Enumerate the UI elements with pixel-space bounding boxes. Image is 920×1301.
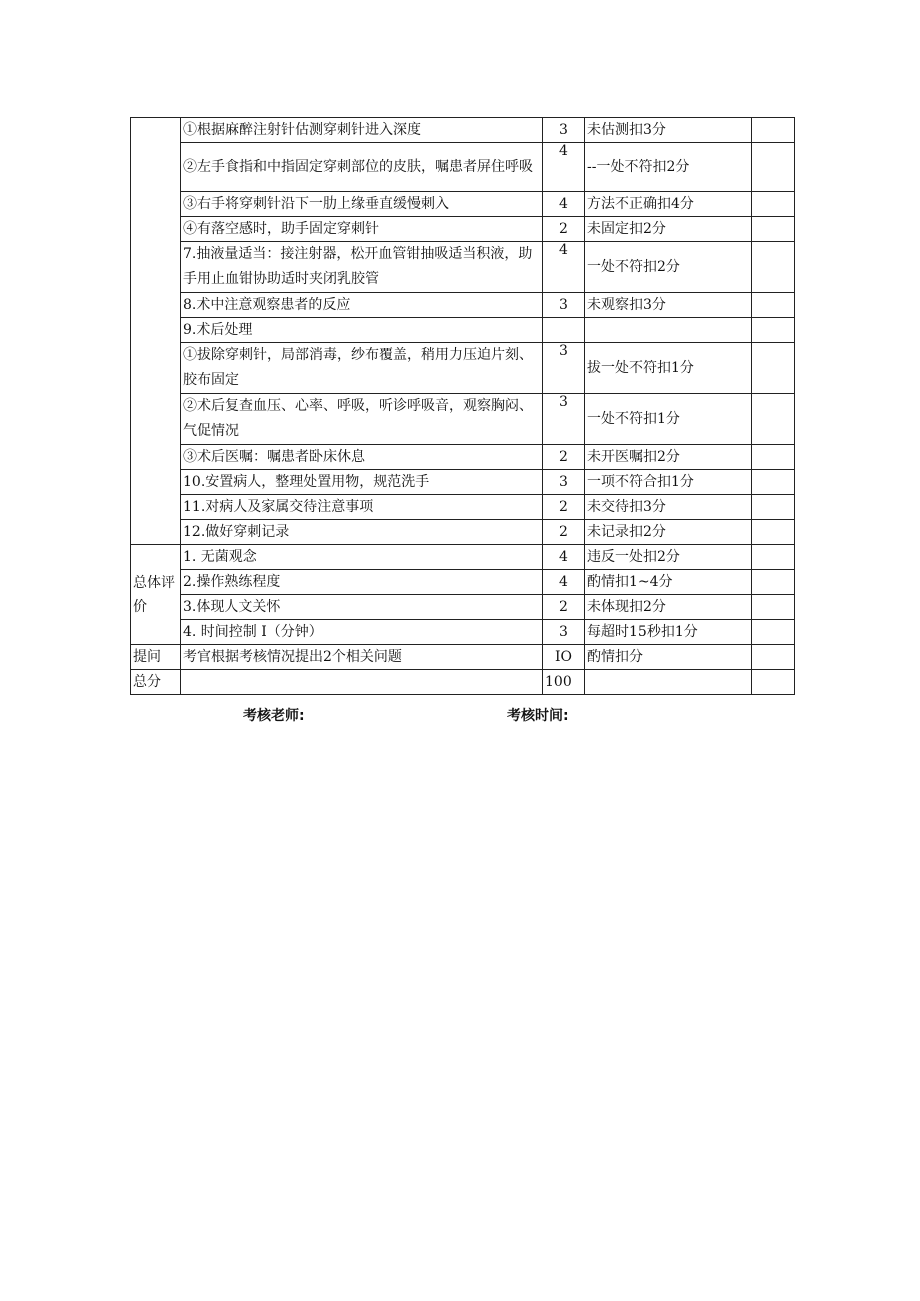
- deduction-cell: 每超时15秒扣1分: [585, 620, 752, 645]
- score-cell: 4: [543, 192, 585, 217]
- exam-time-label: 考核时间:: [507, 708, 569, 724]
- actual-score-cell: [752, 645, 795, 670]
- score-cell: 2: [543, 217, 585, 242]
- table-row: [131, 595, 795, 620]
- actual-score-cell: [752, 242, 795, 293]
- item-cell: 9.术后处理: [181, 318, 543, 343]
- item-cell: [181, 670, 543, 695]
- actual-score-cell: [752, 495, 795, 520]
- deduction-cell: 违反一处扣2分: [585, 545, 752, 570]
- actual-score-cell: [752, 293, 795, 318]
- table-row: [131, 143, 795, 192]
- actual-score-cell: [752, 595, 795, 620]
- score-cell: 2: [543, 595, 585, 620]
- actual-score-cell: [752, 118, 795, 143]
- score-cell: 3: [543, 293, 585, 318]
- table-row: [131, 318, 795, 343]
- score-cell: 3: [543, 343, 585, 394]
- item-cell: ①拔除穿刺针，局部消毒，纱布覆盖，稍用力压迫片刻、胶布固定: [181, 343, 543, 394]
- deduction-cell: [585, 670, 752, 695]
- table-row: [131, 520, 795, 545]
- table-row: [131, 242, 795, 293]
- deduction-cell: 拔一处不符扣1分: [585, 343, 752, 394]
- item-cell: 11.对病人及家属交待注意事项: [181, 495, 543, 520]
- score-cell: 2: [543, 495, 585, 520]
- table-row: [131, 645, 795, 670]
- item-cell: 2.操作熟练程度: [181, 570, 543, 595]
- score-cell: 4: [543, 545, 585, 570]
- scoring-table: [130, 117, 795, 695]
- item-cell: 10.安置病人，整理处置用物，规范洗手: [181, 470, 543, 495]
- deduction-cell: 一处不符扣2分: [585, 242, 752, 293]
- item-cell: 4. 时间控制 I（分钟）: [181, 620, 543, 645]
- actual-score-cell: [752, 192, 795, 217]
- total-score-cell: 100: [543, 670, 585, 695]
- category-cell-procedure: [131, 118, 181, 545]
- item-cell: ③右手将穿刺针沿下一肋上缘垂直缓慢刺入: [181, 192, 543, 217]
- score-cell: 3: [543, 118, 585, 143]
- item-cell: 考官根据考核情况提出2个相关问题: [181, 645, 543, 670]
- score-cell: 4: [543, 143, 585, 192]
- deduction-cell: 酌情扣分: [585, 645, 752, 670]
- actual-score-cell: [752, 545, 795, 570]
- item-cell: ②术后复查血压、心率、呼吸，听诊呼吸音，观察胸闷、气促情况: [181, 394, 543, 445]
- deduction-cell: 一项不符合扣1分: [585, 470, 752, 495]
- item-cell: ④有落空感时，助手固定穿刺针: [181, 217, 543, 242]
- deduction-cell: 一处不符扣1分: [585, 394, 752, 445]
- item-cell: 12.做好穿刺记录: [181, 520, 543, 545]
- actual-score-cell: [752, 143, 795, 192]
- actual-score-cell: [752, 570, 795, 595]
- table-row: [131, 670, 795, 695]
- table-row: [131, 470, 795, 495]
- score-cell: [543, 318, 585, 343]
- item-cell: 8.术中注意观察患者的反应: [181, 293, 543, 318]
- deduction-cell: 酌情扣1~4分: [585, 570, 752, 595]
- actual-score-cell: [752, 394, 795, 445]
- score-cell: 3: [543, 470, 585, 495]
- category-cell-questions: 提问: [131, 645, 181, 670]
- table-row: [131, 293, 795, 318]
- deduction-cell: 未交待扣3分: [585, 495, 752, 520]
- examiner-label: 考核老师:: [243, 708, 305, 724]
- deduction-cell: 未体现扣2分: [585, 595, 752, 620]
- actual-score-cell: [752, 445, 795, 470]
- item-cell: 7.抽液量适当：接注射器，松开血管钳抽吸适当积液，助手用止血钳协助适时夹闭乳胶管: [181, 242, 543, 293]
- table-row: [131, 394, 795, 445]
- table-row: [131, 343, 795, 394]
- item-cell: ②左手食指和中指固定穿刺部位的皮肤，嘱患者屏住呼吸: [181, 143, 543, 192]
- actual-score-cell: [752, 217, 795, 242]
- score-cell: 4: [543, 570, 585, 595]
- score-cell: 2: [543, 445, 585, 470]
- table-row: [131, 620, 795, 645]
- deduction-cell: 未记录扣2分: [585, 520, 752, 545]
- table-row: [131, 545, 795, 570]
- actual-score-cell: [752, 470, 795, 495]
- item-cell: 3.体现人文关怀: [181, 595, 543, 620]
- item-cell: ①根据麻醉注射针估测穿刺针进入深度: [181, 118, 543, 143]
- actual-score-cell: [752, 670, 795, 695]
- actual-score-cell: [752, 318, 795, 343]
- table-row: [131, 217, 795, 242]
- category-cell-total: 总分: [131, 670, 181, 695]
- deduction-cell: 未观察扣3分: [585, 293, 752, 318]
- deduction-cell: --一处不符扣2分: [585, 143, 752, 192]
- table-row: [131, 570, 795, 595]
- score-cell: 3: [543, 620, 585, 645]
- item-cell: ③术后医嘱：嘱患者卧床休息: [181, 445, 543, 470]
- score-cell: IO: [543, 645, 585, 670]
- deduction-cell: 未固定扣2分: [585, 217, 752, 242]
- actual-score-cell: [752, 343, 795, 394]
- score-cell: 2: [543, 520, 585, 545]
- deduction-cell: [585, 318, 752, 343]
- table-row: [131, 495, 795, 520]
- score-cell: 3: [543, 394, 585, 445]
- deduction-cell: 未开医嘱扣2分: [585, 445, 752, 470]
- actual-score-cell: [752, 520, 795, 545]
- table-row: [131, 118, 795, 143]
- table-row: [131, 445, 795, 470]
- deduction-cell: 未估测扣3分: [585, 118, 752, 143]
- category-cell-overall: 总体评价: [131, 545, 181, 645]
- item-cell: 1. 无菌观念: [181, 545, 543, 570]
- deduction-cell: 方法不正确扣4分: [585, 192, 752, 217]
- score-cell: 4: [543, 242, 585, 293]
- actual-score-cell: [752, 620, 795, 645]
- table-row: [131, 192, 795, 217]
